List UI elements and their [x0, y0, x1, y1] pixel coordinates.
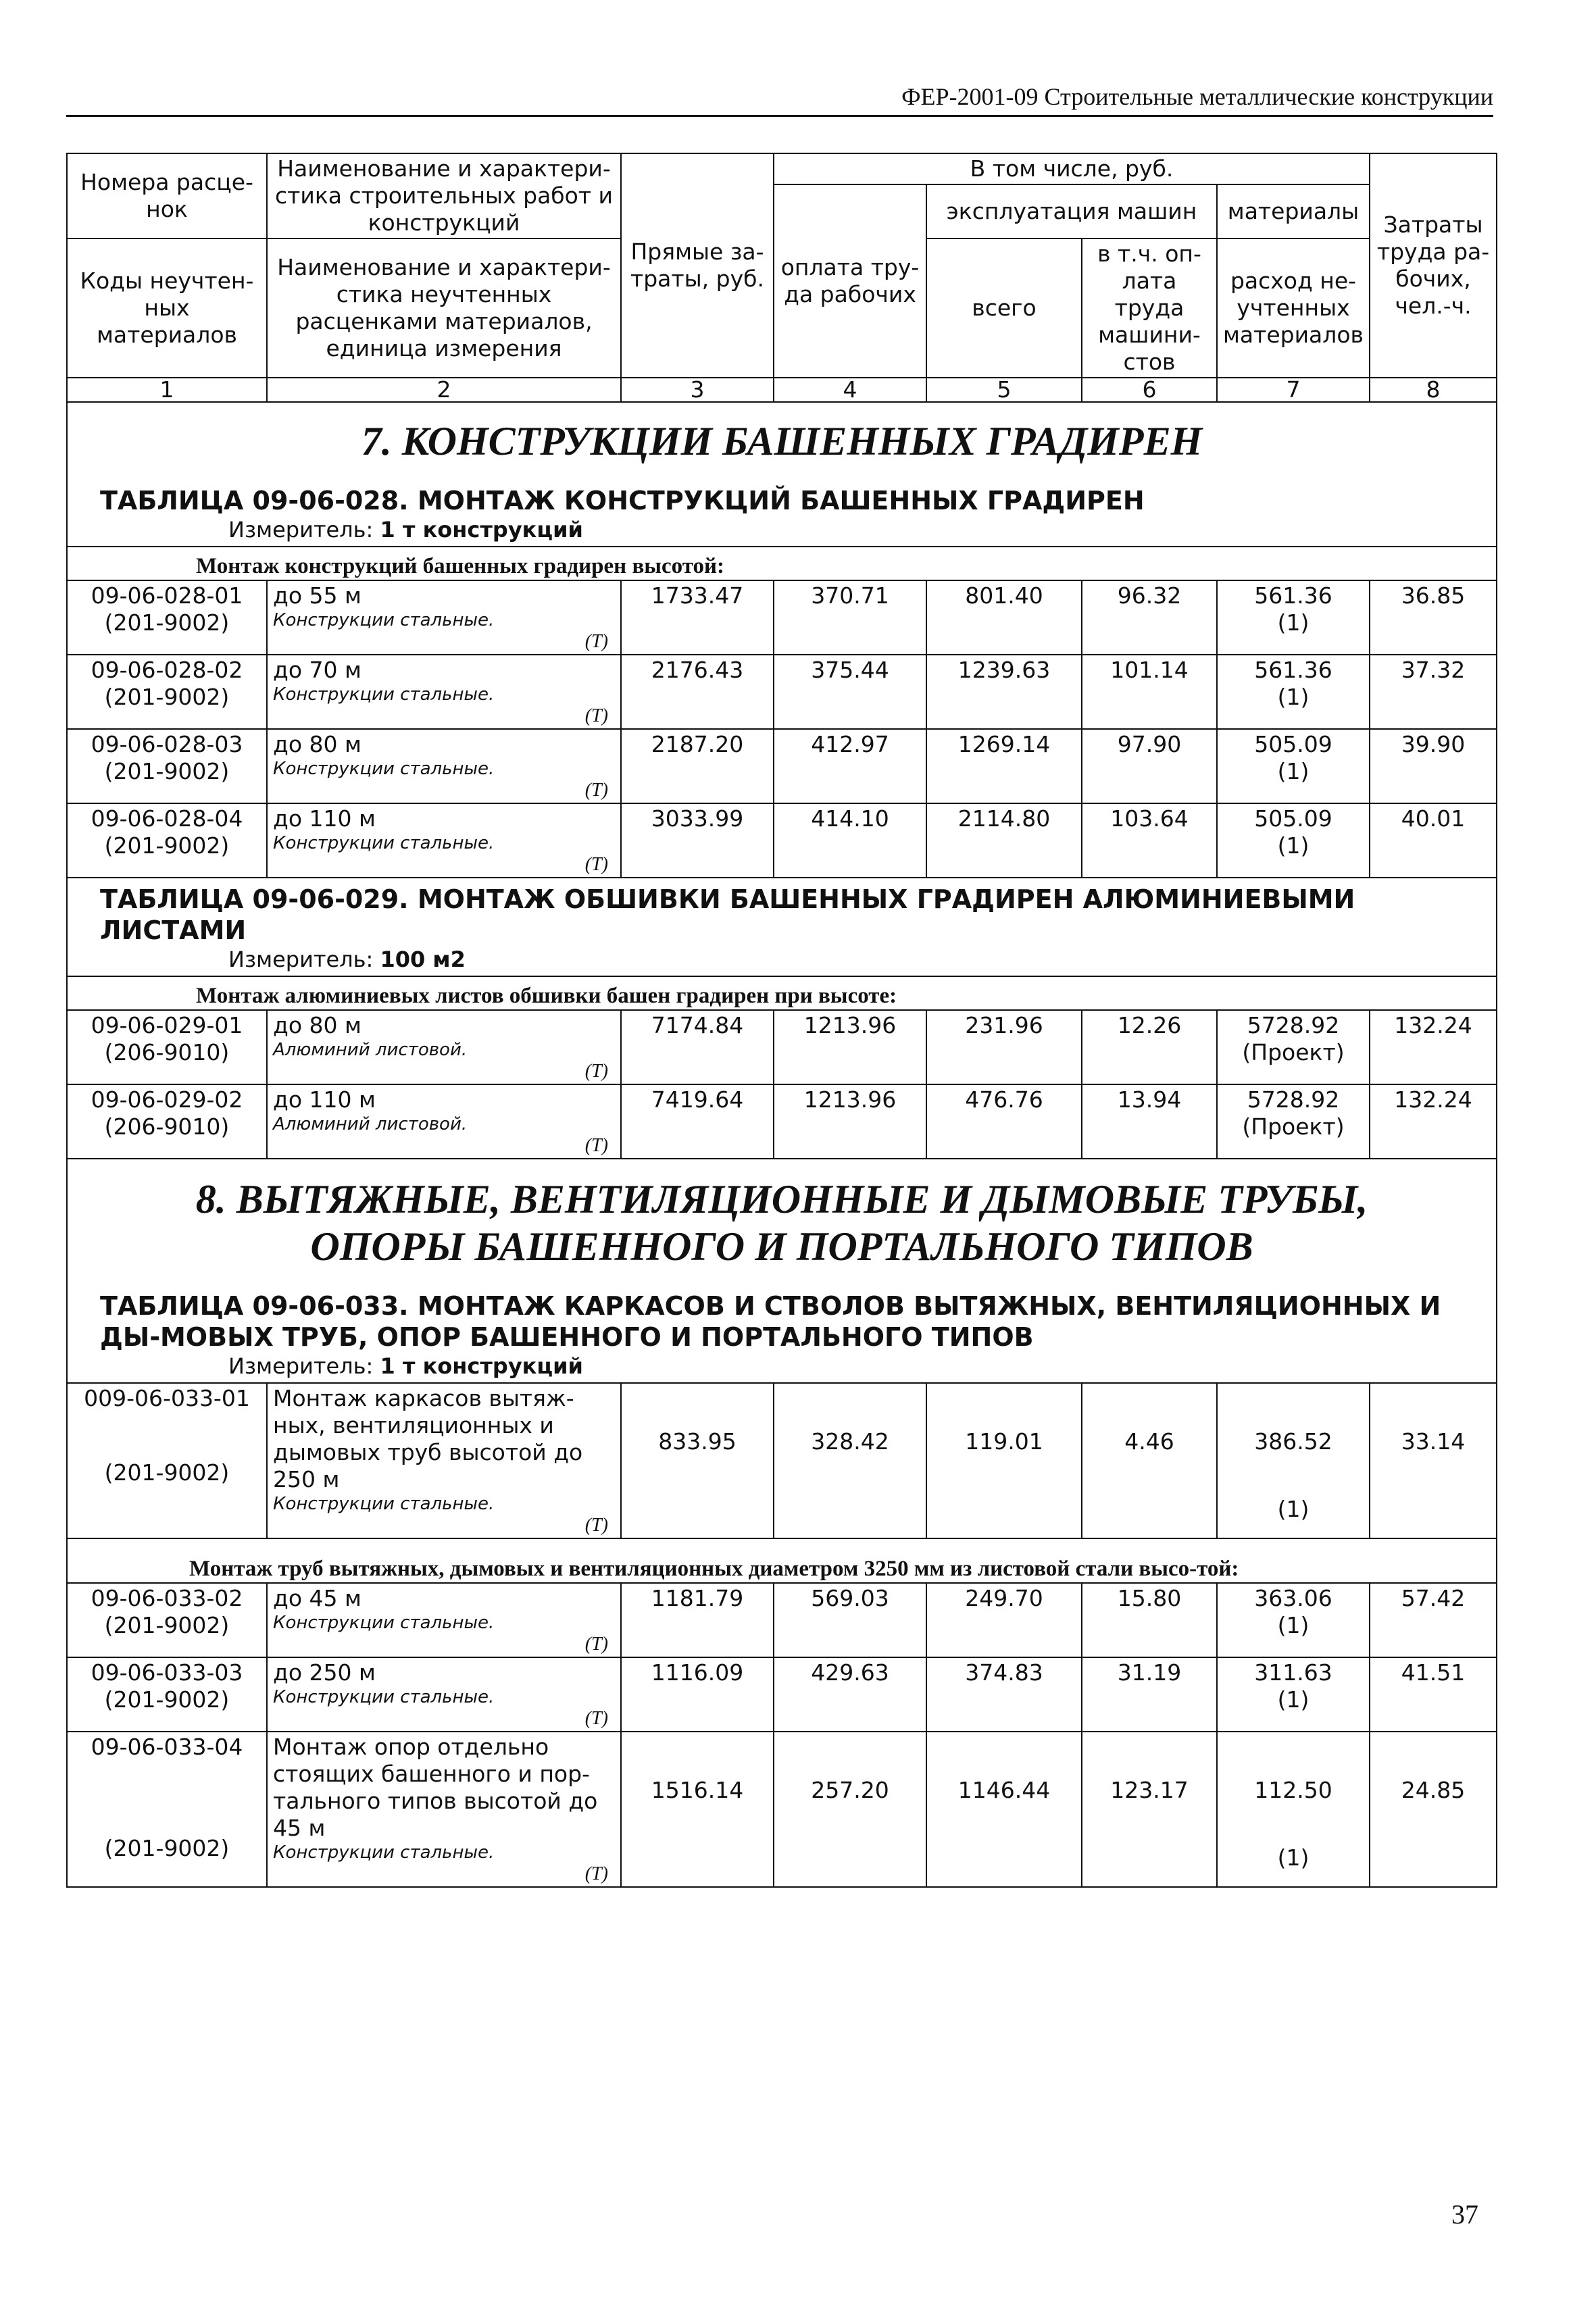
work-name: до 45 м	[273, 1585, 361, 1611]
machines-total: 801.40	[926, 580, 1082, 655]
material-code: (201-9002)	[104, 1835, 230, 1861]
table-title: ТАБЛИЦА 09-06-028. МОНТАЖ КОНСТРУКЦИЙ БАШЕННЫХ ГРАДИРЕН	[100, 486, 1145, 515]
material-name: Конструкции стальные.	[273, 1842, 495, 1863]
header-rule	[66, 115, 1493, 117]
col-index: 1	[67, 378, 267, 402]
rate-code-cell	[67, 580, 267, 655]
table-row	[67, 655, 1497, 729]
materials-qty: (Проект)	[1242, 1113, 1345, 1140]
table-row	[67, 580, 1497, 655]
operator-wages: 103.64	[1082, 803, 1217, 878]
labor-hours: 37.32	[1370, 655, 1497, 729]
group-title: Монтаж труб вытяжных, дымовых и вентиляционных диаметром 3250 мм из листовой стали высо-той:	[67, 1538, 1497, 1583]
materials-cell	[1217, 1084, 1370, 1159]
col-index: 3	[621, 378, 774, 402]
direct-costs: 1181.79	[621, 1583, 774, 1657]
material-code: (201-9002)	[104, 758, 230, 784]
worker-wages: 257.20	[774, 1732, 926, 1887]
col-including-header: В том числе, руб.	[774, 153, 1370, 184]
rows-029	[67, 1010, 1497, 1159]
type-mark: (Т)	[584, 1708, 608, 1729]
type-mark: (Т)	[584, 854, 608, 875]
materials-value: 311.63	[1254, 1659, 1332, 1686]
rate-code: 09-06-029-01	[91, 1012, 243, 1038]
materials-value: 112.50	[1254, 1777, 1332, 1803]
group-row	[67, 976, 1497, 1010]
material-code: (206-9010)	[104, 1113, 230, 1140]
section-title: 7. КОНСТРУКЦИИ БАШЕННЫХ ГРАДИРЕН	[361, 419, 1203, 463]
work-name-cell	[267, 580, 621, 655]
materials-cell	[1217, 1383, 1370, 1538]
operator-wages: 97.90	[1082, 729, 1217, 803]
unit-line: Измеритель: 1 т конструкций	[228, 1353, 583, 1379]
worker-wages: 429.63	[774, 1657, 926, 1732]
work-name-cell	[267, 1732, 621, 1887]
materials-cell	[1217, 803, 1370, 878]
type-mark: (Т)	[584, 780, 608, 801]
col-index: 8	[1370, 378, 1497, 402]
material-code: (201-9002)	[104, 609, 230, 636]
direct-costs: 7419.64	[621, 1084, 774, 1159]
section-block	[67, 402, 1497, 547]
rate-code-cell	[67, 1583, 267, 1657]
table-title: ТАБЛИЦА 09-06-029. МОНТАЖ ОБШИВКИ БАШЕННЫХ ГРАДИРЕН АЛЮМИНИЕВЫМИ ЛИСТАМИ	[100, 884, 1355, 945]
section-8-header	[67, 1159, 1497, 1383]
type-mark: (Т)	[584, 1515, 608, 1536]
materials-value: 561.36	[1254, 582, 1332, 609]
table-row	[67, 1732, 1497, 1887]
worker-wages: 414.10	[774, 803, 926, 878]
materials-qty: (Проект)	[1242, 1039, 1345, 1065]
worker-wages: 1213.96	[774, 1084, 926, 1159]
col-materials-header: материалы	[1217, 184, 1370, 238]
operator-wages: 12.26	[1082, 1010, 1217, 1084]
worker-wages: 370.71	[774, 580, 926, 655]
materials-qty: (1)	[1277, 1686, 1310, 1713]
table-title: ТАБЛИЦА 09-06-033. МОНТАЖ КАРКАСОВ И СТВОЛОВ ВЫТЯЖНЫХ, ВЕНТИЛЯЦИОННЫХ И ДЫ-МОВЫХ ТРУБ, ОПОР БАШЕННОГО И ПОРТАЛЬНОГО ТИПОВ	[100, 1291, 1441, 1352]
material-name: Конструкции стальные.	[273, 1613, 495, 1633]
material-name: Алюминий листовой.	[273, 1114, 468, 1134]
materials-cell	[1217, 1657, 1370, 1732]
table-row	[67, 803, 1497, 878]
material-code: (201-9002)	[104, 1686, 230, 1713]
materials-cell	[1217, 580, 1370, 655]
material-code: (206-9010)	[104, 1039, 230, 1065]
group-title: Монтаж конструкций башенных градирен высотой:	[67, 547, 1497, 580]
rows-028	[67, 580, 1497, 878]
materials-value: 386.52	[1254, 1428, 1332, 1455]
material-name: Конструкции стальные.	[273, 610, 495, 630]
group-row	[67, 1538, 1497, 1583]
material-name: Алюминий листовой.	[273, 1040, 468, 1060]
materials-cell	[1217, 1583, 1370, 1657]
operator-wages: 101.14	[1082, 655, 1217, 729]
work-name: до 80 м	[273, 731, 361, 757]
materials-qty: (1)	[1277, 1496, 1310, 1522]
materials-qty: (1)	[1277, 1612, 1310, 1638]
materials-cell	[1217, 1732, 1370, 1887]
rate-code-cell	[67, 729, 267, 803]
type-mark: (Т)	[584, 705, 608, 726]
work-name: до 80 м	[273, 1012, 361, 1038]
machines-total: 1239.63	[926, 655, 1082, 729]
col-direct-costs-header: Прямые за-траты, руб.	[621, 153, 774, 378]
rate-code-cell	[67, 655, 267, 729]
rate-code: 09-06-028-04	[91, 805, 243, 832]
labor-hours: 24.85	[1370, 1732, 1497, 1887]
col-material-codes-header: Коды неучтен-ных материалов	[67, 238, 267, 378]
rate-code-cell	[67, 1732, 267, 1887]
column-index-row	[67, 378, 1497, 402]
rate-code: 09-06-033-04	[91, 1734, 243, 1760]
operator-wages: 96.32	[1082, 580, 1217, 655]
work-name: Монтаж каркасов вытяж-ных, вентиляционных и дымовых труб высотой до 250 м	[273, 1385, 583, 1492]
work-name-cell	[267, 803, 621, 878]
operator-wages: 15.80	[1082, 1583, 1217, 1657]
rate-code: 09-06-028-03	[91, 731, 243, 757]
direct-costs: 1516.14	[621, 1732, 774, 1887]
worker-wages: 412.97	[774, 729, 926, 803]
col-index: 4	[774, 378, 926, 402]
materials-qty: (1)	[1277, 609, 1310, 636]
section-title: 8. ВЫТЯЖНЫЕ, ВЕНТИЛЯЦИОННЫЕ И ДЫМОВЫЕ ТРУБЫ, ОПОРЫ БАШЕННОГО И ПОРТАЛЬНОГО ТИПОВ	[195, 1177, 1368, 1269]
type-mark: (Т)	[584, 1061, 608, 1082]
rate-code: 009-06-033-01	[84, 1385, 250, 1411]
materials-value: 5728.92	[1247, 1012, 1340, 1038]
work-name-cell	[267, 655, 621, 729]
rate-code: 09-06-029-02	[91, 1086, 243, 1113]
group-row	[67, 547, 1497, 580]
work-name-cell	[267, 1084, 621, 1159]
col-machines-total-header: всего	[926, 238, 1082, 378]
rate-code-cell	[67, 803, 267, 878]
machines-total: 476.76	[926, 1084, 1082, 1159]
direct-costs: 1733.47	[621, 580, 774, 655]
type-mark: (Т)	[584, 1863, 608, 1884]
rates-table	[66, 153, 1497, 1888]
material-name: Конструкции стальные.	[273, 1494, 495, 1514]
machines-total: 249.70	[926, 1583, 1082, 1657]
work-name: до 110 м	[273, 805, 376, 832]
col-index: 5	[926, 378, 1082, 402]
work-name: до 55 м	[273, 582, 361, 609]
direct-costs: 2176.43	[621, 655, 774, 729]
direct-costs: 7174.84	[621, 1010, 774, 1084]
direct-costs: 833.95	[621, 1383, 774, 1538]
labor-hours: 36.85	[1370, 580, 1497, 655]
table-row	[67, 729, 1497, 803]
operator-wages: 13.94	[1082, 1084, 1217, 1159]
type-mark: (Т)	[584, 631, 608, 652]
machines-total: 374.83	[926, 1657, 1082, 1732]
materials-value: 5728.92	[1247, 1086, 1340, 1113]
rate-code-cell	[67, 1657, 267, 1732]
materials-value: 363.06	[1254, 1585, 1332, 1611]
material-name: Конструкции стальные.	[273, 1687, 495, 1707]
materials-qty: (1)	[1277, 832, 1310, 859]
type-mark: (Т)	[584, 1135, 608, 1156]
machines-total: 119.01	[926, 1383, 1082, 1538]
table-row	[67, 1383, 1497, 1538]
labor-hours: 41.51	[1370, 1657, 1497, 1732]
col-machines-header: эксплуатация машин	[926, 184, 1217, 238]
materials-value: 505.09	[1254, 805, 1332, 832]
material-name: Конструкции стальные.	[273, 684, 495, 705]
worker-wages: 328.42	[774, 1383, 926, 1538]
col-index: 7	[1217, 378, 1370, 402]
table-row	[67, 1010, 1497, 1084]
labor-hours: 39.90	[1370, 729, 1497, 803]
rate-code-cell	[67, 1084, 267, 1159]
page-number: 37	[1451, 2199, 1478, 2230]
machines-total: 2114.80	[926, 803, 1082, 878]
material-code: (201-9002)	[104, 832, 230, 859]
labor-hours: 40.01	[1370, 803, 1497, 878]
labor-hours: 132.24	[1370, 1010, 1497, 1084]
machines-total: 1146.44	[926, 1732, 1082, 1887]
machines-total: 231.96	[926, 1010, 1082, 1084]
col-rate-number-header: Номера расце-нок	[67, 153, 267, 238]
col-wages-header: оплата тру-да рабочих	[774, 184, 926, 378]
table-row	[67, 1583, 1497, 1657]
table-029-header	[67, 878, 1497, 976]
direct-costs: 3033.99	[621, 803, 774, 878]
labor-hours: 33.14	[1370, 1383, 1497, 1538]
material-code: (201-9002)	[104, 1612, 230, 1638]
group-title: Монтаж алюминиевых листов обшивки башен градирен при высоте:	[67, 976, 1497, 1010]
col-unaccounted-materials-header: расход не-учтенных материалов	[1217, 238, 1370, 378]
section-block	[67, 878, 1497, 976]
labor-hours: 132.24	[1370, 1084, 1497, 1159]
col-work-name-header: Наименование и характери-стика строительных работ и конструкций	[267, 153, 621, 238]
material-code: (201-9002)	[104, 1459, 230, 1486]
materials-cell	[1217, 1010, 1370, 1084]
worker-wages: 1213.96	[774, 1010, 926, 1084]
type-mark: (Т)	[584, 1634, 608, 1655]
work-name: до 70 м	[273, 657, 361, 683]
work-name-cell	[267, 1010, 621, 1084]
worker-wages: 375.44	[774, 655, 926, 729]
operator-wages: 31.19	[1082, 1657, 1217, 1732]
work-name-cell	[267, 729, 621, 803]
section-block	[67, 1159, 1497, 1383]
table-row	[67, 1657, 1497, 1732]
direct-costs: 2187.20	[621, 729, 774, 803]
rate-code-cell	[67, 1383, 267, 1538]
material-name: Конструкции стальные.	[273, 759, 495, 779]
materials-cell	[1217, 729, 1370, 803]
unit-line: Измеритель: 100 м2	[228, 947, 466, 972]
work-name: до 250 м	[273, 1659, 376, 1686]
rows-033	[67, 1583, 1497, 1732]
materials-value: 505.09	[1254, 731, 1332, 757]
materials-value: 561.36	[1254, 657, 1332, 683]
machines-total: 1269.14	[926, 729, 1082, 803]
rate-code: 09-06-028-01	[91, 582, 243, 609]
table-row	[67, 1084, 1497, 1159]
work-name-cell	[267, 1657, 621, 1732]
direct-costs: 1116.09	[621, 1657, 774, 1732]
rate-code: 09-06-028-02	[91, 657, 243, 683]
col-index: 2	[267, 378, 621, 402]
work-name-cell	[267, 1583, 621, 1657]
material-name: Конструкции стальные.	[273, 833, 495, 853]
col-labor-header: Затраты труда ра-бочих, чел.-ч.	[1370, 153, 1497, 378]
materials-qty: (1)	[1277, 1844, 1310, 1871]
col-material-names-header: Наименование и характери-стика неучтенных расценками материалов, единица измерения	[267, 238, 621, 378]
worker-wages: 569.03	[774, 1583, 926, 1657]
rate-code: 09-06-033-02	[91, 1585, 243, 1611]
rate-code: 09-06-033-03	[91, 1659, 243, 1686]
operator-wages: 4.46	[1082, 1383, 1217, 1538]
operator-wages: 123.17	[1082, 1732, 1217, 1887]
section-7-header	[67, 402, 1497, 547]
unit-line: Измеритель: 1 т конструкций	[228, 517, 583, 543]
work-name: Монтаж опор отдельно стоящих башенного и пор-тального типов высотой до 45 м	[273, 1734, 598, 1841]
col-operator-wages-header: в т.ч. оп-лата труда машини-стов	[1082, 238, 1217, 378]
col-index: 6	[1082, 378, 1217, 402]
materials-cell	[1217, 655, 1370, 729]
work-name: до 110 м	[273, 1086, 376, 1113]
materials-qty: (1)	[1277, 758, 1310, 784]
header-row-1	[67, 153, 1497, 184]
rate-code-cell	[67, 1010, 267, 1084]
running-header: ФЕР-2001-09 Строительные металлические конструкции	[901, 83, 1493, 110]
material-code: (201-9002)	[104, 684, 230, 710]
materials-qty: (1)	[1277, 684, 1310, 710]
labor-hours: 57.42	[1370, 1583, 1497, 1657]
work-name-cell	[267, 1383, 621, 1538]
